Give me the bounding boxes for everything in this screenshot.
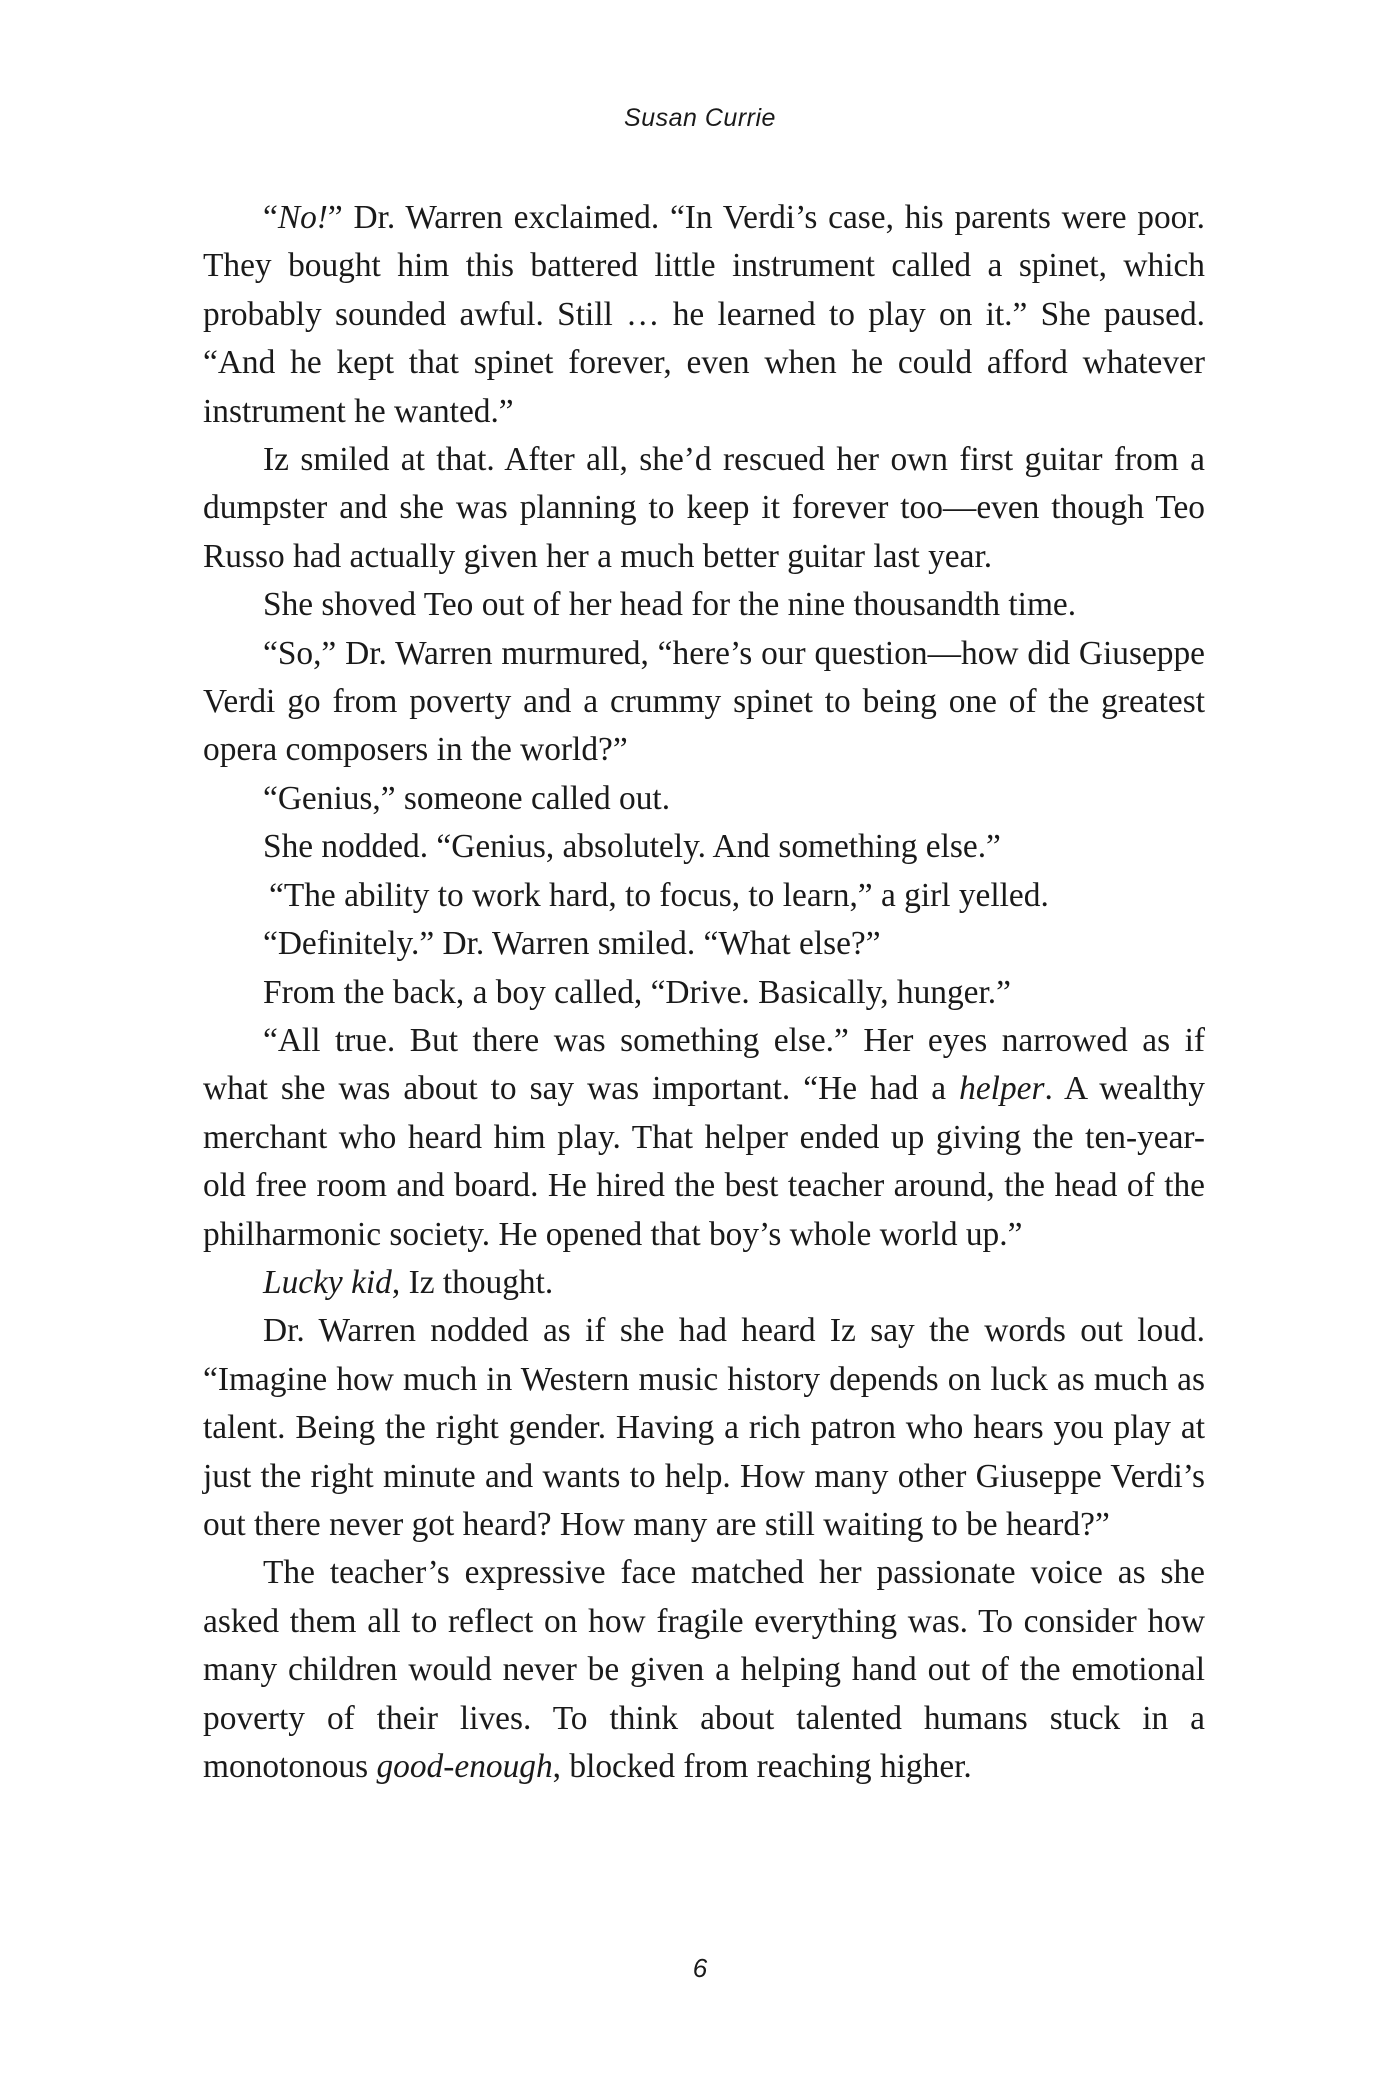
text-run: “Genius,” someone called out. — [263, 779, 671, 817]
paragraph — [203, 1307, 1205, 1549]
italic-run: Lucky kid — [263, 1263, 392, 1301]
text-run: “The ability to work hard, to focus, to learn,” a girl yelled. — [269, 876, 1049, 914]
paragraph — [203, 823, 1205, 871]
text-run: She nodded. “Genius, absolutely. And something else.” — [263, 828, 1001, 866]
italic-run: good-enough — [376, 1748, 553, 1785]
text-run: , blocked from reaching higher. — [552, 1748, 972, 1785]
paragraph — [203, 1017, 1205, 1259]
running-head-author: Susan Currie — [624, 104, 776, 132]
italic-run: No! — [277, 199, 328, 236]
text-run: From the back, a boy called, “Drive. Basically, hunger.” — [263, 973, 1011, 1011]
text-run: “All true. But there was something else.” Her eyes narrowed as if what she was about to say was important. “He had a — [203, 1021, 1205, 1108]
text-run: ” Dr. Warren exclaimed. “In Verdi’s case, his parents were poor. They bought him this battered little instrument called a spinet, which probably sounded awful. Still … he learned to play on it.” She paused. “And he kept that spinet forever, even when he could afford whatever instrument he wanted.” — [203, 199, 1205, 430]
paragraph — [203, 630, 1205, 775]
text-run: Dr. Warren nodded as if she had heard Iz say the words out loud. “Imagine how much in Western music history depends on luck as much as talent. Being the right gender. Having a rich patron who hears you play at just the right minute and wants to help. How many other Giuseppe Verdi’s out there never got heard? How many are still waiting to be heard?” — [203, 1312, 1205, 1543]
paragraph — [203, 969, 1205, 1017]
paragraph — [203, 436, 1205, 581]
italic-run: helper — [959, 1070, 1045, 1108]
paragraph-prefix: “ — [263, 199, 278, 236]
paragraph — [203, 872, 1205, 920]
paragraph — [203, 194, 1205, 436]
body-text — [203, 194, 1205, 1791]
paragraph — [203, 581, 1205, 629]
text-run: The teacher’s expressive face matched her passionate voice as she asked them all to reflect on how fragile everything was. To consider how many children would never be given a helping hand out of the emotional poverty of their lives. To think about talented humans stuck in a monotonous — [203, 1554, 1205, 1785]
text-run: . A wealthy merchant who heard him play. That helper ended up giving the ten-year-old free room and board. He hired the best teacher around, the head of the philharmonic society. He opened that boy’s whole world up.” — [203, 1070, 1205, 1253]
text-run: , Iz thought. — [391, 1263, 554, 1301]
text-run: “Definitely.” Dr. Warren smiled. “What else?” — [263, 925, 881, 963]
paragraph — [203, 1259, 1205, 1307]
page-number: 6 — [692, 1953, 708, 1983]
paragraph — [203, 920, 1205, 968]
text-run: Iz smiled at that. After all, she’d rescued her own first guitar from a dumpster and she was planning to keep it forever too—even though Teo Russo had actually given her a much better guitar last year. — [203, 441, 1205, 575]
text-run: She shoved Teo out of her head for the nine thousandth time. — [263, 586, 1077, 624]
text-run: “So,” Dr. Warren murmured, “here’s our question—how did Giuseppe Verdi go from poverty and a crummy spinet to being one of the greatest opera composers in the world?” — [203, 634, 1205, 769]
paragraph — [203, 1549, 1205, 1791]
paragraph — [203, 775, 1205, 823]
